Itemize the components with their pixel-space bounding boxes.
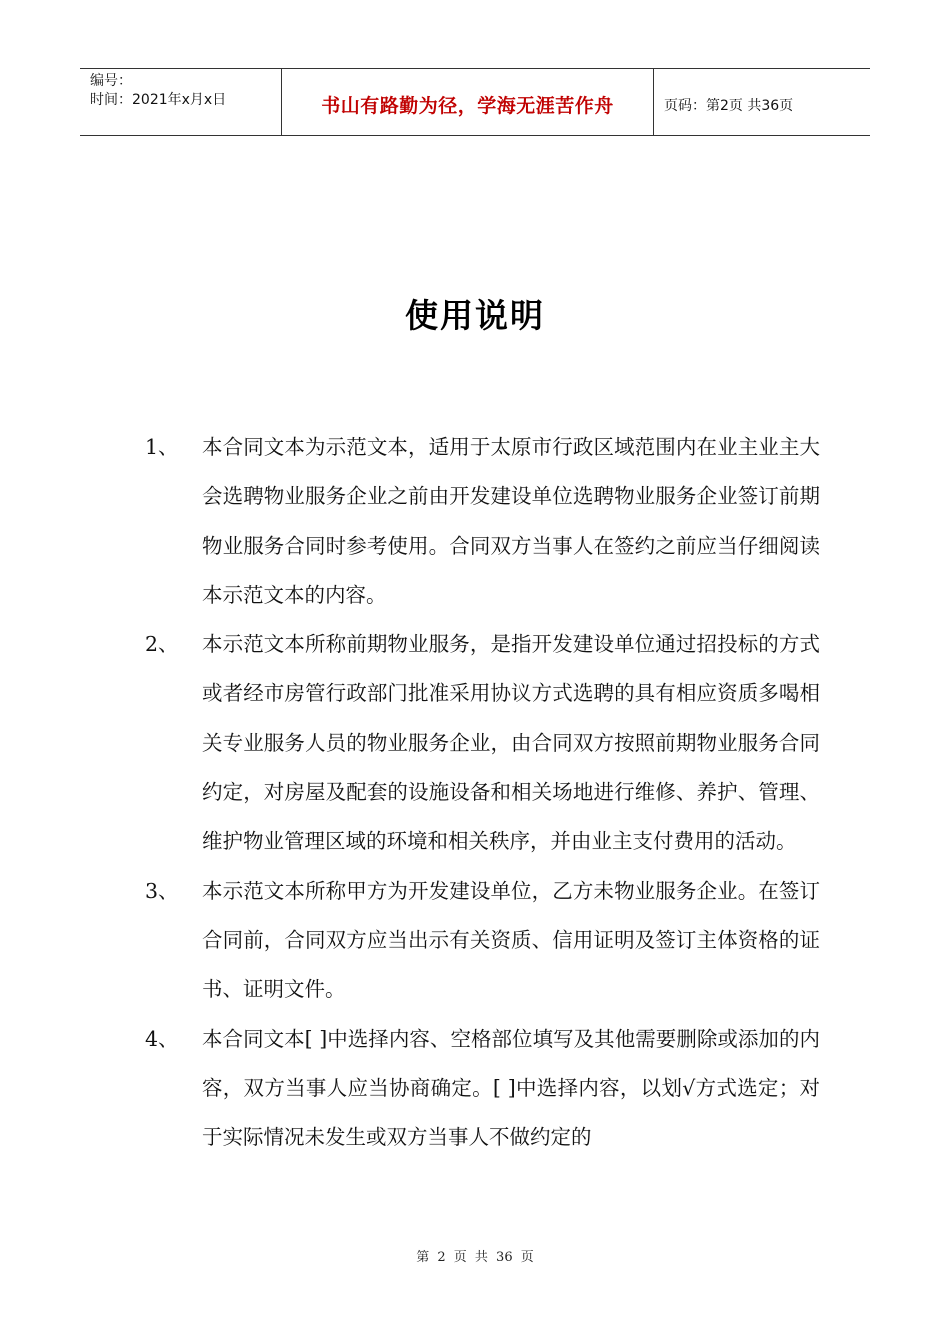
list-item <box>140 620 820 866</box>
document-number-label: 编号： <box>90 73 132 89</box>
header-divider <box>653 69 654 135</box>
item-number: 4、 <box>145 1026 179 1051</box>
page-footer: 第 2 页 共 36 页 <box>416 1250 534 1265</box>
item-number: 3、 <box>145 878 179 903</box>
header-meta <box>90 72 226 110</box>
instruction-list <box>140 423 820 1162</box>
item-text: 本示范文本所称前期物业服务，是指开发建设单位通过招投标的方式或者经市房管行政部门批准采用协议方式选聘的具有相应资质多喝相关专业服务人员的物业服务企业，由合同双方按照前期物业服务合同约定，对房屋及配套的设施设备和相关场地进行维修、养护、管理、维护物业管理区域的环境和相关秩序，并由业主支付费用的活动。 <box>202 632 820 854</box>
header-motto: 书山有路勤为径，学海无涯苦作舟 <box>321 95 614 117</box>
document-time-label: 时间：2021年x月x日 <box>90 92 227 108</box>
header-page-info: 页码：第2页 共36页 <box>664 98 794 114</box>
item-number: 1、 <box>145 435 179 459</box>
item-number: 2、 <box>145 632 179 657</box>
document-title: 使用说明 <box>405 296 545 335</box>
list-item <box>140 423 820 620</box>
item-text: 本合同文本[ ]中选择内容、空格部位填写及其他需要删除或添加的内容，双方当事人应当协商确定。[ ]中选择内容，以划√方式选定；对于实际情况未发生或双方当事人不做约定的 <box>202 1026 820 1150</box>
list-item <box>140 1015 820 1163</box>
item-text: 本示范文本所称甲方为开发建设单位，乙方未物业服务企业。在签订合同前，合同双方应当出示有关资质、信用证明及签订主体资格的证书、证明文件。 <box>202 878 820 1002</box>
list-item <box>140 867 820 1015</box>
item-text: 本合同文本为示范文本，适用于太原市行政区域范围内在业主业主大会选聘物业服务企业之前由开发建设单位选聘物业服务企业签订前期物业服务合同时参考使用。合同双方当事人在签约之前应当仔细阅读本示范文本的内容。 <box>202 435 820 607</box>
page-header <box>80 68 870 136</box>
